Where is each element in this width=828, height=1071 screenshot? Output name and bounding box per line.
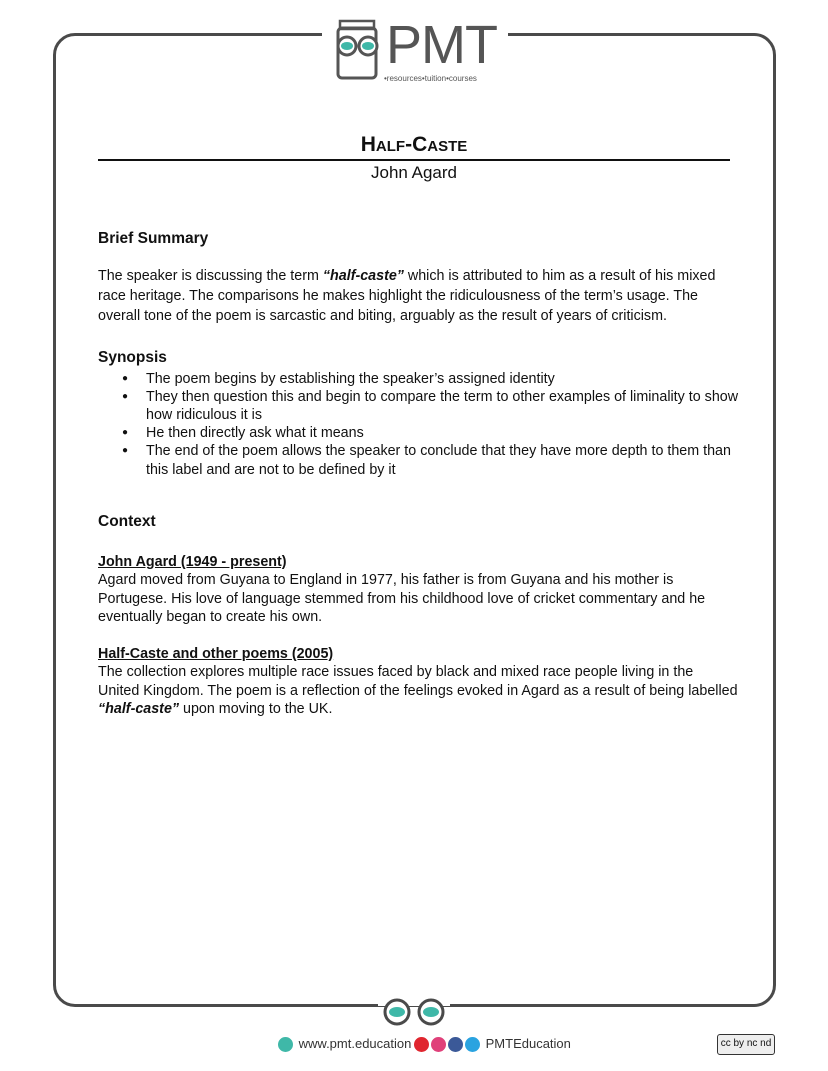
list-item: ● The end of the poem allows the speaker to conclude that they have more depth to them than this label and are not to be defined by it	[98, 442, 748, 478]
list-item: ● The poem begins by establishing the speaker’s assigned identity	[98, 370, 748, 388]
context-heading: Context	[98, 512, 156, 530]
facebook-icon[interactable]	[448, 1037, 463, 1052]
section-text: The collection explores multiple race issues faced by black and mixed race people living in the United Kingdom. The poem is a reflection of the feelings evoked in Agard as a result of being labelled	[98, 664, 738, 699]
synopsis-list	[98, 370, 748, 479]
document-title: Half-Caste	[360, 133, 468, 156]
website-link[interactable]	[278, 1036, 411, 1052]
section-title: John Agard (1949 - present)	[98, 553, 287, 570]
creative-commons-badge: cc by nc nd	[717, 1034, 775, 1055]
document-body	[98, 230, 738, 719]
cursor-icon	[278, 1037, 293, 1052]
title-rule	[98, 159, 730, 161]
context-section	[98, 553, 738, 627]
list-item: ● They then question this and begin to compare the term to other examples of liminality to show how ridiculous it is	[98, 388, 748, 424]
summary-paragraph	[98, 266, 738, 327]
section-text: upon moving to the UK.	[179, 701, 333, 718]
social-links[interactable]	[414, 1036, 571, 1052]
social-handle: PMTEducation	[485, 1036, 571, 1051]
term-emphasis: “half-caste”	[98, 701, 180, 718]
text: The speaker is discussing the term	[98, 268, 323, 284]
section-title: Half-Caste and other poems (2005)	[98, 645, 334, 662]
glasses-icon	[378, 998, 450, 1028]
book-glasses-icon	[332, 18, 384, 80]
text: which is attributed to him as a result of his mixed race heritage. The comparisons he makes highlight the ridiculousness of the term’s usage. The overall tone of the poem is sarcastic and biting, arguably as the result of years of criticism.	[98, 268, 716, 325]
summary-heading: Brief Summary	[98, 230, 209, 247]
website-text: www.pmt.education	[298, 1036, 412, 1051]
twitter-icon[interactable]	[465, 1037, 480, 1052]
logo-text: PMT	[386, 15, 497, 75]
logo-tagline: •resources•tuition•courses	[384, 74, 477, 83]
list-item: ● He then directly ask what it means	[98, 424, 748, 442]
youtube-icon[interactable]	[414, 1037, 429, 1052]
section-text: Agard moved from Guyana to England in 1977, his father is from Guyana and his mother is Portugese. His love of language stemmed from his childhood love of cricket commentary and he eventually began to create his own.	[98, 572, 706, 626]
term-emphasis: “half-caste”	[322, 268, 404, 284]
pmt-logo	[332, 15, 502, 84]
context-section	[98, 645, 738, 719]
instagram-icon[interactable]	[431, 1037, 446, 1052]
author: John Agard	[370, 163, 457, 182]
synopsis-heading: Synopsis	[98, 348, 167, 366]
